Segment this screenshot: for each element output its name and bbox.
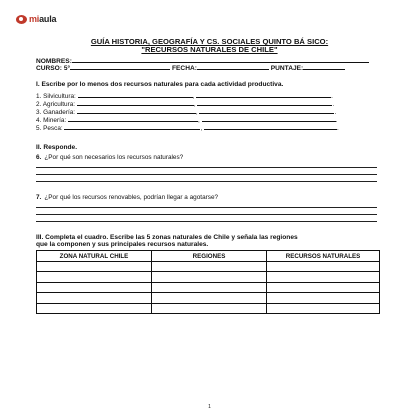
answer-line[interactable] bbox=[36, 207, 377, 208]
question-6 bbox=[36, 154, 183, 162]
nombres-field[interactable] bbox=[72, 56, 369, 63]
table-cell[interactable] bbox=[267, 272, 380, 282]
table-cell[interactable] bbox=[267, 303, 380, 313]
table-cell[interactable] bbox=[152, 303, 267, 313]
column-header: RECURSOS NATURALES bbox=[267, 251, 380, 262]
table-cell[interactable] bbox=[37, 303, 152, 313]
answer-line[interactable] bbox=[36, 174, 377, 175]
table-cell[interactable] bbox=[267, 262, 380, 272]
section-3-heading: III. Completa el cuadro. Escribe las 5 zonas naturales de Chile y señala las regiones bbox=[36, 234, 298, 241]
answer-field[interactable] bbox=[197, 99, 332, 106]
answer-line[interactable] bbox=[36, 181, 377, 182]
answer-field[interactable] bbox=[78, 91, 193, 98]
section-1-heading: I. Escribe por lo menos dos recursos naturales para cada actividad productiva. bbox=[36, 81, 284, 88]
table-header-row bbox=[37, 251, 380, 262]
answer-field[interactable] bbox=[77, 107, 196, 114]
answer-field[interactable] bbox=[199, 107, 334, 114]
table-row bbox=[37, 282, 380, 292]
table-cell[interactable] bbox=[267, 282, 380, 292]
page-number: 1 bbox=[208, 404, 211, 410]
answer-line[interactable] bbox=[36, 221, 377, 222]
answer-field[interactable] bbox=[68, 115, 198, 122]
question-text: ¿Por qué son necesarios los recursos naturales? bbox=[44, 154, 184, 161]
fecha-label: FECHA: bbox=[172, 65, 197, 72]
item-label: 4. Minería: bbox=[36, 117, 67, 124]
page-subtitle: "RECURSOS NATURALES DE CHILE" bbox=[141, 45, 278, 54]
zones-table bbox=[36, 250, 380, 314]
table-row bbox=[37, 303, 380, 313]
table-cell[interactable] bbox=[37, 282, 152, 292]
section-2-heading: II. Responde. bbox=[36, 144, 78, 151]
fecha-field[interactable] bbox=[197, 63, 269, 70]
answer-line[interactable] bbox=[36, 167, 377, 168]
table-cell[interactable] bbox=[152, 262, 267, 272]
item-label: 2. Agricultura: bbox=[36, 101, 76, 108]
curso-field[interactable] bbox=[70, 63, 170, 70]
logo-text-aula: aula bbox=[39, 14, 57, 24]
answer-field[interactable] bbox=[64, 123, 200, 130]
answer-field[interactable] bbox=[196, 91, 331, 98]
item-label: 5. Pesca: bbox=[36, 125, 63, 132]
list-item: 4. Minería: , . bbox=[36, 117, 338, 124]
curso-label: CURSO: 5° bbox=[36, 65, 71, 72]
table-row bbox=[37, 272, 380, 282]
question-number: 7. bbox=[36, 194, 42, 201]
answer-field[interactable] bbox=[204, 123, 337, 130]
column-header: ZONA NATURAL CHILE bbox=[37, 251, 152, 262]
table-row bbox=[37, 293, 380, 303]
puntaje-label: PUNTAJE: bbox=[270, 65, 304, 72]
question-number: 6. bbox=[36, 154, 42, 161]
answer-field[interactable] bbox=[77, 99, 194, 106]
puntaje-field[interactable] bbox=[303, 63, 345, 70]
list-item: 1. Silvicultura: , . bbox=[36, 93, 333, 100]
table-cell[interactable] bbox=[37, 293, 152, 303]
answer-line[interactable] bbox=[36, 214, 377, 215]
curso-row bbox=[36, 63, 345, 73]
table-cell[interactable] bbox=[37, 272, 152, 282]
table-cell[interactable] bbox=[37, 262, 152, 272]
page-title: GUÍA HISTORIA, GEOGRAFÍA Y CS. SOCIALES QUINTO BÁ SICO: bbox=[90, 37, 329, 46]
list-item: 2. Agricultura: , . bbox=[36, 101, 335, 108]
table-cell[interactable] bbox=[267, 293, 380, 303]
table-row bbox=[37, 262, 380, 272]
logo bbox=[16, 14, 56, 24]
item-label: 1. Silvicultura: bbox=[36, 93, 76, 100]
answer-field[interactable] bbox=[202, 115, 336, 122]
list-item: 3. Ganadería: , . bbox=[36, 109, 337, 116]
logo-text-mi: mi bbox=[29, 14, 40, 24]
logo-mark-icon bbox=[16, 15, 27, 24]
question-7 bbox=[36, 194, 218, 202]
list-item: 5. Pesca: , . bbox=[36, 125, 339, 132]
table-cell[interactable] bbox=[152, 272, 267, 282]
nombres-label: NOMBRES: bbox=[36, 58, 72, 65]
section-3-heading-cont: que la componen y sus principales recursos naturales. bbox=[36, 241, 209, 248]
column-header: REGIONES bbox=[152, 251, 267, 262]
question-text: ¿Por qué los recursos renovables, podrían llegar a agotarse? bbox=[44, 194, 219, 201]
table-cell[interactable] bbox=[152, 282, 267, 292]
table-cell[interactable] bbox=[152, 293, 267, 303]
item-label: 3. Ganadería: bbox=[36, 109, 76, 116]
logo-text bbox=[29, 14, 56, 24]
